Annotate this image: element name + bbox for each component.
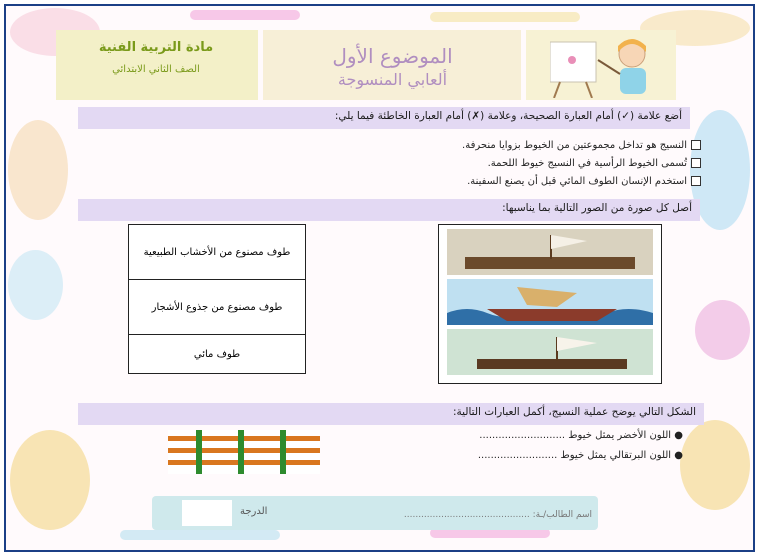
warp-thread <box>238 430 244 474</box>
decor-blob <box>680 420 750 510</box>
raft-pictures-box <box>438 224 662 384</box>
decor-blob <box>695 300 750 360</box>
statement-3: استخدم الإنسان الطوف المائي قبل أن يصنع السفينة. <box>467 176 701 187</box>
warp-thread <box>196 430 202 474</box>
section2-instruction: أصل كل صورة من الصور التالية بما يناسبها: <box>502 202 692 214</box>
option-cell-2[interactable]: طوف مصنوع من جذوع الأشجار <box>129 280 306 335</box>
easel-leg <box>554 82 560 98</box>
answer-checkbox-3[interactable] <box>691 176 701 186</box>
matching-options-table <box>128 224 306 374</box>
fill-in-item-1[interactable]: ● اللون الأخضر يمثل خيوط ........................... <box>479 430 683 441</box>
answer-checkbox-2[interactable] <box>691 158 701 168</box>
lesson-title: ألعابي المنسوجة <box>337 70 448 89</box>
grade-label: الدرجة <box>240 506 268 517</box>
weaving-diagram <box>168 430 320 474</box>
answer-checkbox-1[interactable] <box>691 140 701 150</box>
raft-picture-2[interactable] <box>447 279 653 325</box>
girl-body <box>620 68 646 94</box>
option-cell-3[interactable]: طوف مائي <box>129 335 306 374</box>
student-name-label[interactable]: اسم الطالب/ـة: ............................................ <box>403 510 592 520</box>
grade-box[interactable] <box>182 500 232 526</box>
raft-picture-1[interactable] <box>447 229 653 275</box>
option-cell-1[interactable]: طوف مصنوع من الأخشاب الطبيعية <box>129 225 306 280</box>
statement-1: النسيج هو تداخل مجموعتين من الخيوط بزوايا منحرفة. <box>462 140 701 151</box>
section1-band <box>78 107 690 129</box>
section2-band <box>78 199 700 221</box>
raft-base <box>477 359 627 369</box>
section1-instruction: أضع علامة (✓) أمام العبارة الصحيحة، وعلامة (✗) أمام العبارة الخاطئة فيما يلي: <box>334 110 682 122</box>
easel-leg <box>586 82 592 98</box>
painter-girl-illustration <box>550 34 670 98</box>
decor-stroke <box>430 12 580 22</box>
section3-band <box>78 403 704 425</box>
decor-blob <box>10 430 90 530</box>
decor-stroke <box>190 10 300 20</box>
raft-picture-3[interactable] <box>447 329 653 375</box>
paint-dot <box>568 56 576 64</box>
decor-blob <box>8 120 68 220</box>
fill-in-item-2[interactable]: ● اللون البرتقالي يمثل خيوط ......................... <box>477 450 683 461</box>
raft-body <box>487 309 617 321</box>
subject-title: مادة التربية الفنية <box>98 40 214 55</box>
section3-instruction: الشكل التالي يوضح عملية النسيج، أكمل العبارات التالية: <box>452 406 696 418</box>
warp-thread <box>280 430 286 474</box>
topic-title: الموضوع الأول <box>332 44 453 68</box>
paint-brush <box>598 60 620 74</box>
decor-stroke <box>120 530 280 540</box>
statement-2: تُسمى الخيوط الرأسية في النسيج خيوط اللحمة. <box>488 158 701 169</box>
decor-blob <box>8 250 63 320</box>
grade-title: الصف الثاني الابتدائي <box>112 64 200 75</box>
